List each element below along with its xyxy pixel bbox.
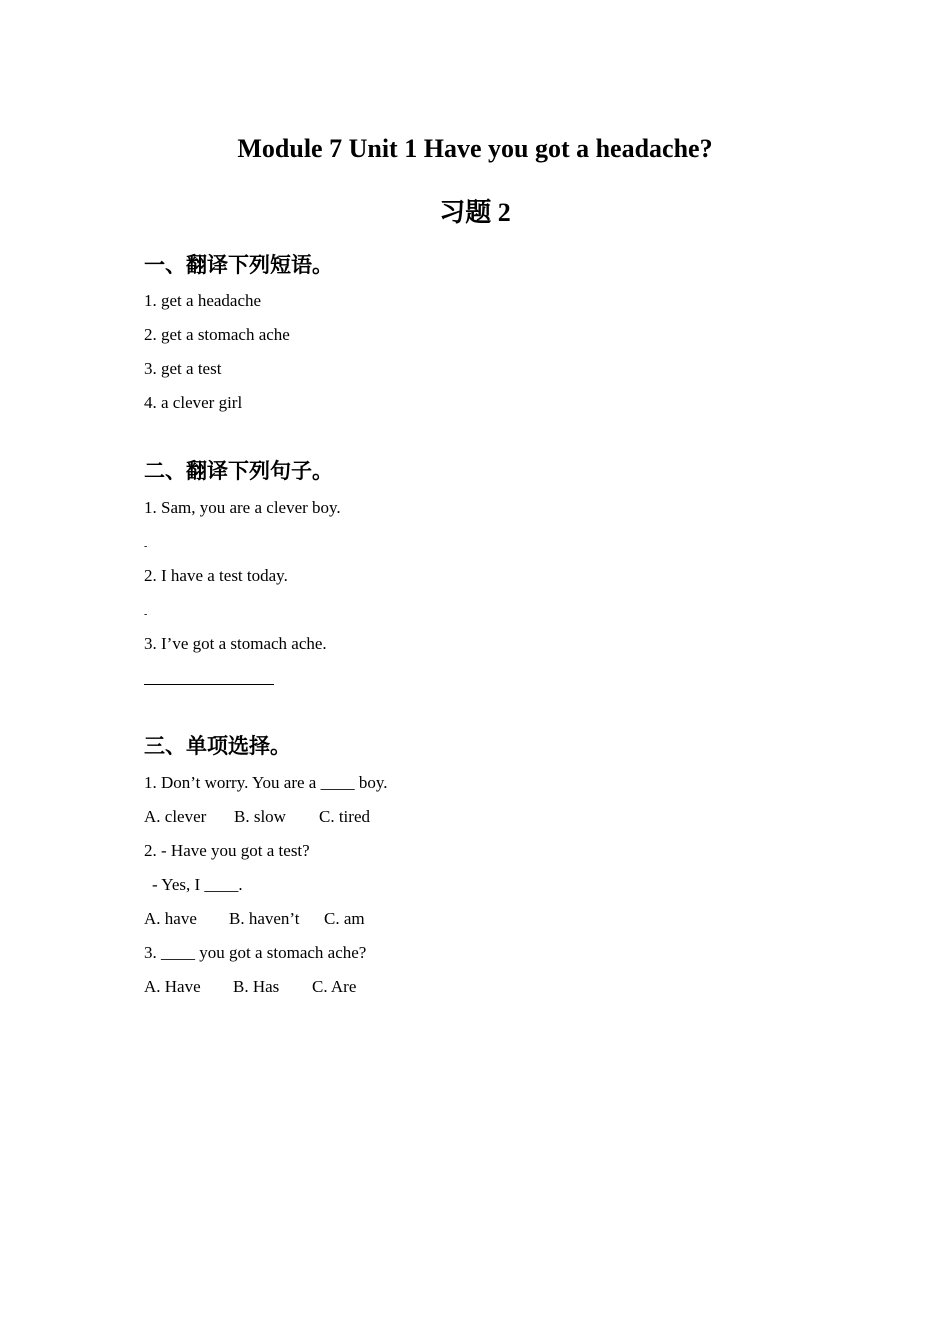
option-c: C. am (324, 909, 365, 928)
option-b: B. slow (234, 807, 286, 826)
answer-dash: - (144, 609, 148, 620)
section2-item: 3. I’ve got a stomach ache. (144, 634, 327, 653)
answer-dash: - (144, 541, 148, 552)
option-a: A. have (144, 909, 197, 928)
section3-heading: 三、单项选择。 (144, 734, 291, 758)
option-b: B. haven’t (229, 909, 300, 928)
section2-item: 2. I have a test today. (144, 566, 288, 585)
option-a: A. Have (144, 977, 201, 996)
section1-heading: 一、翻译下列短语。 (144, 253, 333, 277)
option-c: C. tired (319, 807, 370, 826)
section1-item: 4. a clever girl (144, 393, 243, 412)
question-2: 2. - Have you got a test? (144, 841, 310, 860)
question-2-reply: - Yes, I ____. (152, 875, 243, 894)
question-1-options (144, 806, 370, 828)
section1-item: 2. get a stomach ache (144, 325, 290, 344)
section2-heading: 二、翻译下列句子。 (144, 459, 333, 483)
section2-item: 1. Sam, you are a clever boy. (144, 498, 341, 517)
section1-item: 3. get a test (144, 359, 222, 378)
page-subtitle: 习题 2 (439, 198, 511, 227)
answer-line (144, 684, 274, 685)
question-3-options (144, 976, 356, 998)
option-c: C. Are (312, 977, 357, 996)
question-1: 1. Don’t worry. You are a ____ boy. (144, 773, 388, 792)
option-b: B. Has (233, 977, 280, 996)
option-a: A. clever (144, 807, 207, 826)
page-title: Module 7 Unit 1 Have you got a headache? (237, 134, 713, 163)
question-2-options (144, 908, 365, 930)
section1-item: 1. get a headache (144, 291, 262, 310)
question-3: 3. ____ you got a stomach ache? (144, 943, 367, 962)
